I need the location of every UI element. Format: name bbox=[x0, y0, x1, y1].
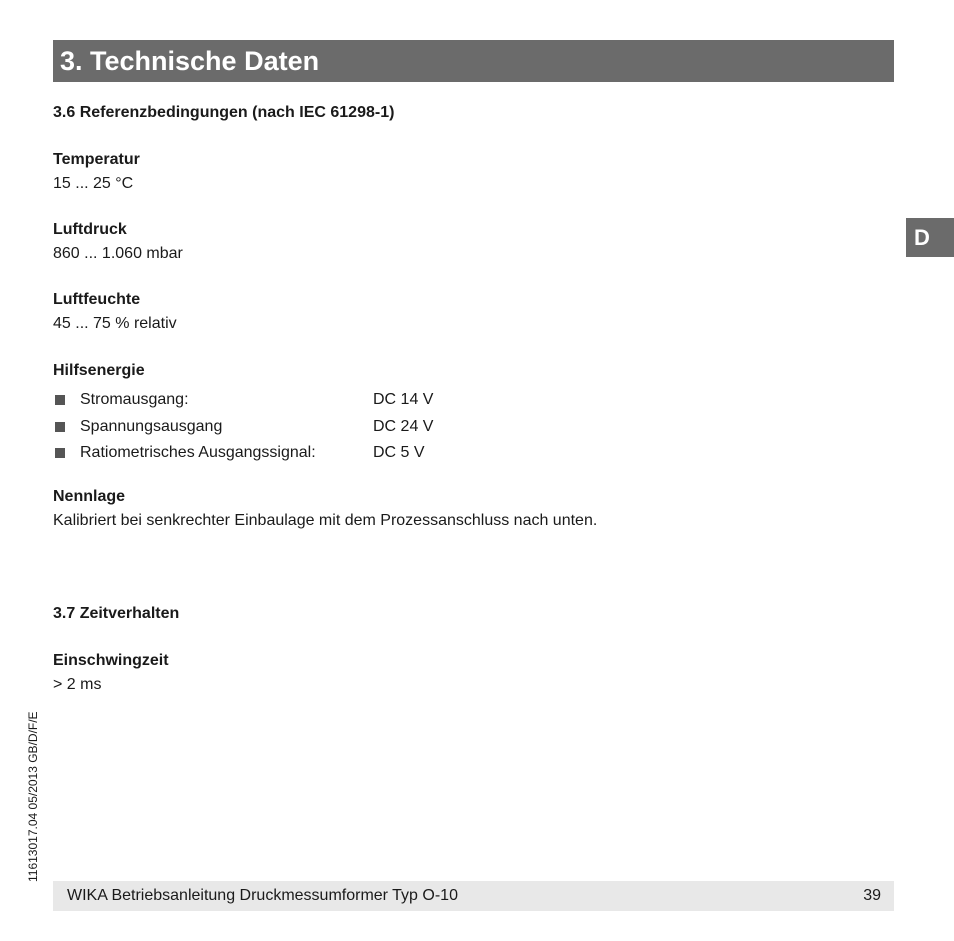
label-einschwingzeit: Einschwingzeit bbox=[53, 652, 169, 669]
footer-text: WIKA Betriebsanleitung Druckmessumformer Typ O-10 bbox=[67, 887, 458, 904]
section-title-zeitverhalten: 3.7 Zeitverhalten bbox=[53, 605, 180, 622]
list-item bbox=[53, 418, 553, 438]
value-einschwingzeit: > 2 ms bbox=[53, 676, 102, 693]
bullet-square-icon bbox=[55, 395, 65, 405]
value-luftfeuchte: 45 ... 75 % relativ bbox=[53, 315, 177, 332]
label-hilfsenergie: Hilfsenergie bbox=[53, 362, 145, 379]
footer bbox=[53, 881, 894, 911]
page-title: 3. Technische Daten bbox=[53, 40, 894, 82]
list-item-value: DC 24 V bbox=[373, 418, 434, 435]
label-temperatur: Temperatur bbox=[53, 151, 140, 168]
value-temperatur: 15 ... 25 °C bbox=[53, 175, 134, 192]
label-luftdruck: Luftdruck bbox=[53, 221, 127, 238]
language-tab: D bbox=[906, 218, 954, 257]
list-item-value: DC 5 V bbox=[373, 444, 425, 461]
section-title-referenzbedingungen: 3.6 Referenzbedingungen (nach IEC 61298-1) bbox=[53, 104, 395, 121]
bullet-square-icon bbox=[55, 422, 65, 432]
document-code: 11613017.04 05/2013 GB/D/F/E bbox=[26, 711, 40, 882]
list-item-label: Ratiometrisches Ausgangssignal: bbox=[80, 444, 316, 461]
page-number: 39 bbox=[863, 887, 881, 904]
list-item-label: Stromausgang: bbox=[80, 391, 189, 408]
label-nennlage: Nennlage bbox=[53, 488, 126, 505]
list-item-label: Spannungsausgang bbox=[80, 418, 223, 435]
list-item-value: DC 14 V bbox=[373, 391, 434, 408]
list-item bbox=[53, 444, 553, 464]
value-nennlage: Kalibriert bei senkrechter Einbaulage mit dem Prozessanschluss nach unten. bbox=[53, 512, 598, 529]
label-luftfeuchte: Luftfeuchte bbox=[53, 291, 141, 308]
value-luftdruck: 860 ... 1.060 mbar bbox=[53, 245, 183, 262]
bullet-square-icon bbox=[55, 448, 65, 458]
list-item bbox=[53, 391, 553, 411]
